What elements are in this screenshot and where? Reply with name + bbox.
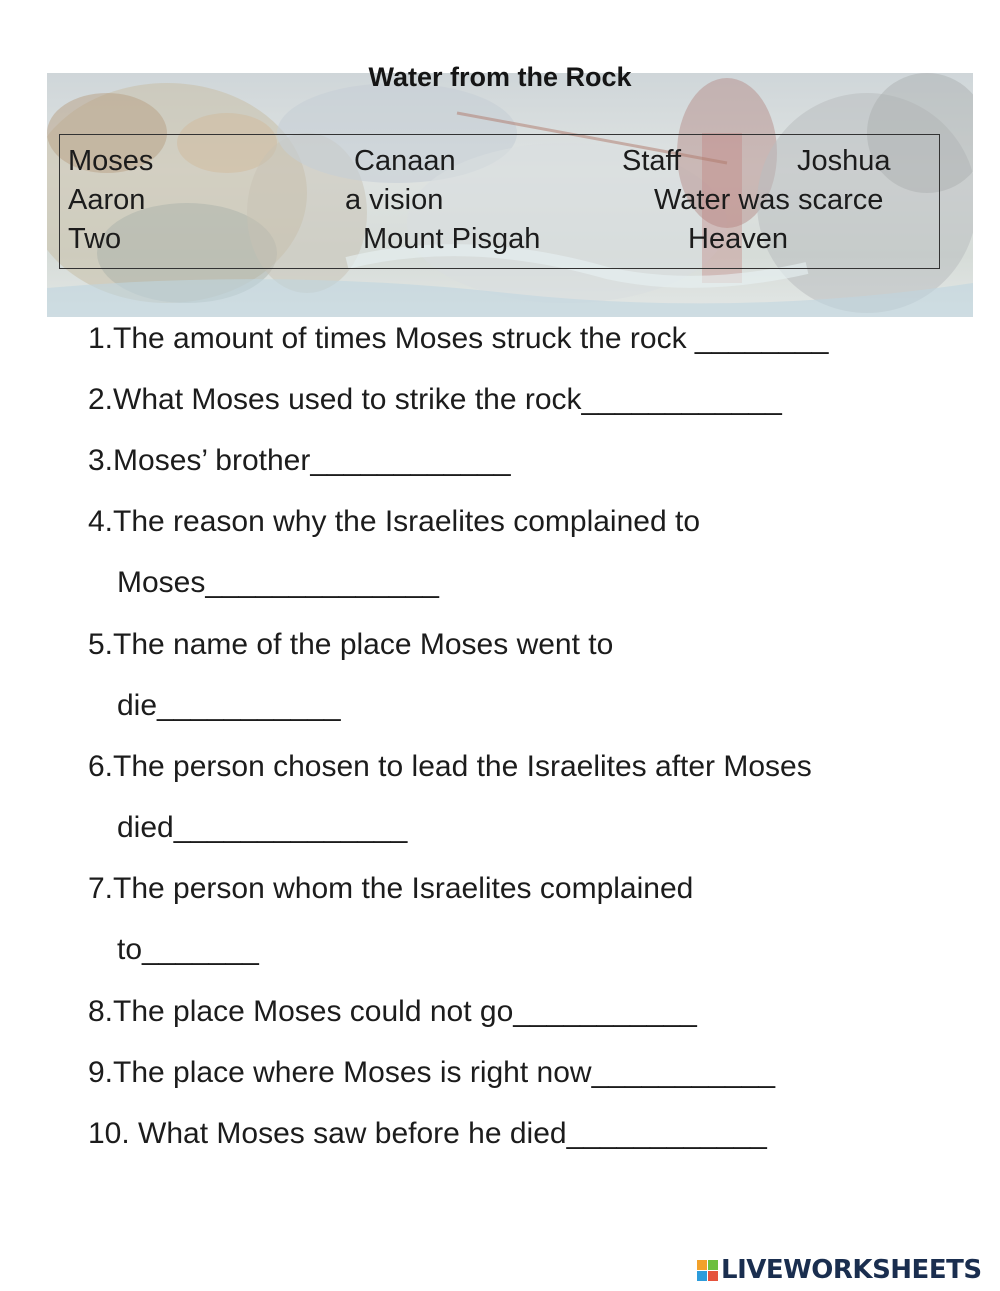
question-5-continued: die___________ bbox=[117, 689, 341, 722]
word-bank-item: Mount Pisgah bbox=[363, 223, 541, 255]
question-8: 8.The place Moses could not go___________ bbox=[88, 995, 697, 1028]
question-5: 5.The name of the place Moses went to bbox=[88, 628, 614, 661]
word-bank-item: Aaron bbox=[68, 184, 146, 216]
question-10: 10. What Moses saw before he died____________ bbox=[88, 1117, 767, 1150]
word-bank-item: Staff bbox=[622, 145, 682, 177]
word-bank-item: Two bbox=[68, 223, 122, 255]
question-3: 3.Moses’ brother____________ bbox=[88, 444, 511, 477]
question-2: 2.What Moses used to strike the rock____________ bbox=[88, 383, 782, 416]
logo-blocks-icon bbox=[697, 1260, 718, 1281]
question-4: 4.The reason why the Israelites complained to bbox=[88, 505, 700, 538]
word-bank-item: Water was scarce bbox=[654, 184, 884, 216]
question-6: 6.The person chosen to lead the Israelites after Moses bbox=[88, 750, 812, 783]
worksheet-title: Water from the Rock bbox=[368, 62, 632, 92]
question-6-continued: died______________ bbox=[117, 811, 408, 844]
logo-text: LIVEWORKSHEETS bbox=[721, 1255, 982, 1285]
question-4-continued: Moses______________ bbox=[117, 566, 439, 599]
word-bank-item: Moses bbox=[68, 145, 154, 177]
question-9: 9.The place where Moses is right now___________ bbox=[88, 1056, 776, 1089]
word-bank-box bbox=[59, 134, 940, 269]
word-bank-item: a vision bbox=[345, 184, 444, 216]
word-bank-item: Heaven bbox=[688, 223, 788, 255]
liveworksheets-logo[interactable] bbox=[697, 1255, 982, 1285]
word-bank-item: Joshua bbox=[797, 145, 891, 177]
word-bank-item: Canaan bbox=[354, 145, 456, 177]
question-7-continued: to_______ bbox=[117, 933, 259, 966]
question-7: 7.The person whom the Israelites complained bbox=[88, 872, 694, 905]
question-1: 1.The amount of times Moses struck the rock ________ bbox=[88, 322, 829, 355]
